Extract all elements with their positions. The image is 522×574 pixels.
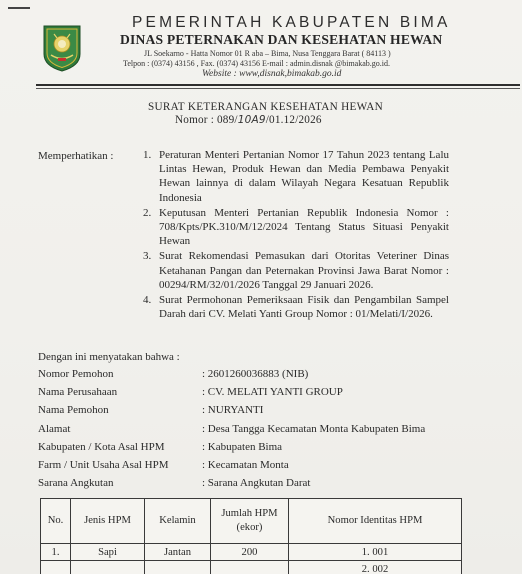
cell-jumlah: [211, 561, 289, 574]
kabupaten-bima-logo-icon: [42, 24, 82, 72]
reference-number: 1.: [143, 149, 152, 161]
kop-government-name: PEMERINTAH KABUPATEN BIMA: [132, 14, 451, 31]
page-corner-mark: [8, 7, 30, 9]
cell-identitas: 1. 001: [289, 544, 462, 561]
field-label: Sarana Angkutan: [38, 477, 114, 490]
table-row: [41, 561, 462, 574]
statement-intro: Dengan ini menyatakan bahwa :: [38, 351, 180, 363]
kop-divider-thin: [36, 88, 520, 89]
field-row-company-name: [38, 386, 508, 404]
kop-contact: Telpon : (0374) 43156 , Fax. (0374) 43156 E-mail : admin.disnak @bimakab.go.id.: [123, 59, 390, 68]
cell-no: 1.: [41, 544, 71, 561]
reference-number: 3.: [143, 250, 152, 263]
kop-address: JL Soekarno - Hatta Nomor 01 R aba – Bima, Nusa Tenggara Barat ( 84113 ): [144, 49, 391, 58]
document-number-prefix: Nomor : 089/: [175, 114, 238, 126]
field-value: : Kabupaten Bima: [202, 440, 283, 453]
kop-website: Website : www,disnak,bimakab.go.id: [202, 69, 342, 79]
column-header-no: No.: [41, 499, 71, 544]
reference-text: Surat Rekomendasi Pemasukan dari Otoritas Veteriner Dinas Ketahanan Pangan dan Peternakan Provinsi Jawa Barat Nomor : 00294/RM/32/01/2026 Tanggal 29 Januari 2026.: [159, 250, 449, 291]
cell-identitas: 2. 002: [289, 561, 462, 574]
reference-number: 4.: [143, 294, 152, 307]
field-value: : NURYANTI: [202, 404, 264, 417]
field-value: : Kecamatan Monta: [202, 458, 289, 471]
field-row-address: [38, 423, 508, 441]
column-header-kelamin: Kelamin: [145, 499, 211, 544]
cell-no: [41, 561, 71, 574]
field-label: Kabupaten / Kota Asal HPM: [38, 440, 165, 453]
reference-text: Keputusan Menteri Pertanian Republik Indonesia Nomor : 708/Kpts/PK.310/M/12/2024 Tentang Status Situasi Penyakit Hewan: [159, 206, 449, 248]
reference-item: [143, 206, 449, 249]
field-row-applicant-name: [38, 404, 508, 422]
document-title: SURAT KETERANGAN KESEHATAN HEWAN: [148, 101, 384, 113]
references-label: Memperhatikan :: [38, 150, 114, 162]
field-row-origin-farm: [38, 459, 508, 477]
field-row-transport: [38, 477, 508, 495]
reference-number: 2.: [143, 206, 152, 219]
reference-item: [143, 148, 449, 205]
field-label: Nomor Pemohon: [38, 368, 114, 380]
column-header-jenis: Jenis HPM: [71, 499, 145, 544]
cell-jenis: Sapi: [71, 544, 145, 561]
field-row-applicant-number: [38, 368, 508, 386]
reference-item: [143, 249, 449, 292]
table-header-row: [41, 499, 462, 544]
references-list: [143, 148, 449, 322]
animal-table: [40, 498, 462, 574]
document-number: [175, 114, 322, 126]
reference-item: [143, 293, 449, 321]
table-row: [41, 544, 462, 561]
reference-text: Surat Permohonan Pemeriksaan Fisik dan Pengambilan Sampel Darah dari CV. Melati Yanti Group Nomor : 01/Melati/I/2026.: [159, 294, 449, 321]
field-row-origin-regency: [38, 441, 508, 459]
column-header-identitas: Nomor Identitas HPM: [289, 499, 462, 544]
document-number-handwritten: 10A9: [237, 114, 266, 126]
cell-jenis: [71, 561, 145, 574]
column-header-jumlah: Jumlah HPM (ekor): [211, 499, 289, 544]
cell-jumlah: 200: [211, 544, 289, 561]
field-value: : Sarana Angkutan Darat: [202, 477, 311, 490]
field-value: : Desa Tangga Kecamatan Monta Kabupaten Bima: [202, 422, 426, 435]
reference-text: Peraturan Menteri Pertanian Nomor 17 Tahun 2023 tentang Lalu Lintas Hewan, Produk Hewan dan Media Pembawa Penyakit Hewan lainnya di dalam Wilayah Negara Kesatuan Republik Indonesia: [159, 149, 449, 204]
kop-divider-thick: [36, 84, 520, 86]
kop-agency-name: DINAS PETERNAKAN DAN KESEHATAN HEWAN: [120, 32, 443, 47]
cell-kelamin: [145, 561, 211, 574]
field-value: : CV. MELATI YANTI GROUP: [202, 386, 343, 399]
field-label: Alamat: [38, 422, 71, 435]
document-number-suffix: /01.12/2026: [265, 114, 322, 126]
field-label: Nama Perusahaan: [38, 386, 118, 399]
field-label: Nama Pemohon: [38, 404, 109, 417]
cell-kelamin: Jantan: [145, 544, 211, 561]
field-value: : 2601260036883 (NIB): [202, 368, 309, 380]
applicant-fields: [38, 368, 508, 495]
field-label: Farm / Unit Usaha Asal HPM: [38, 458, 169, 471]
